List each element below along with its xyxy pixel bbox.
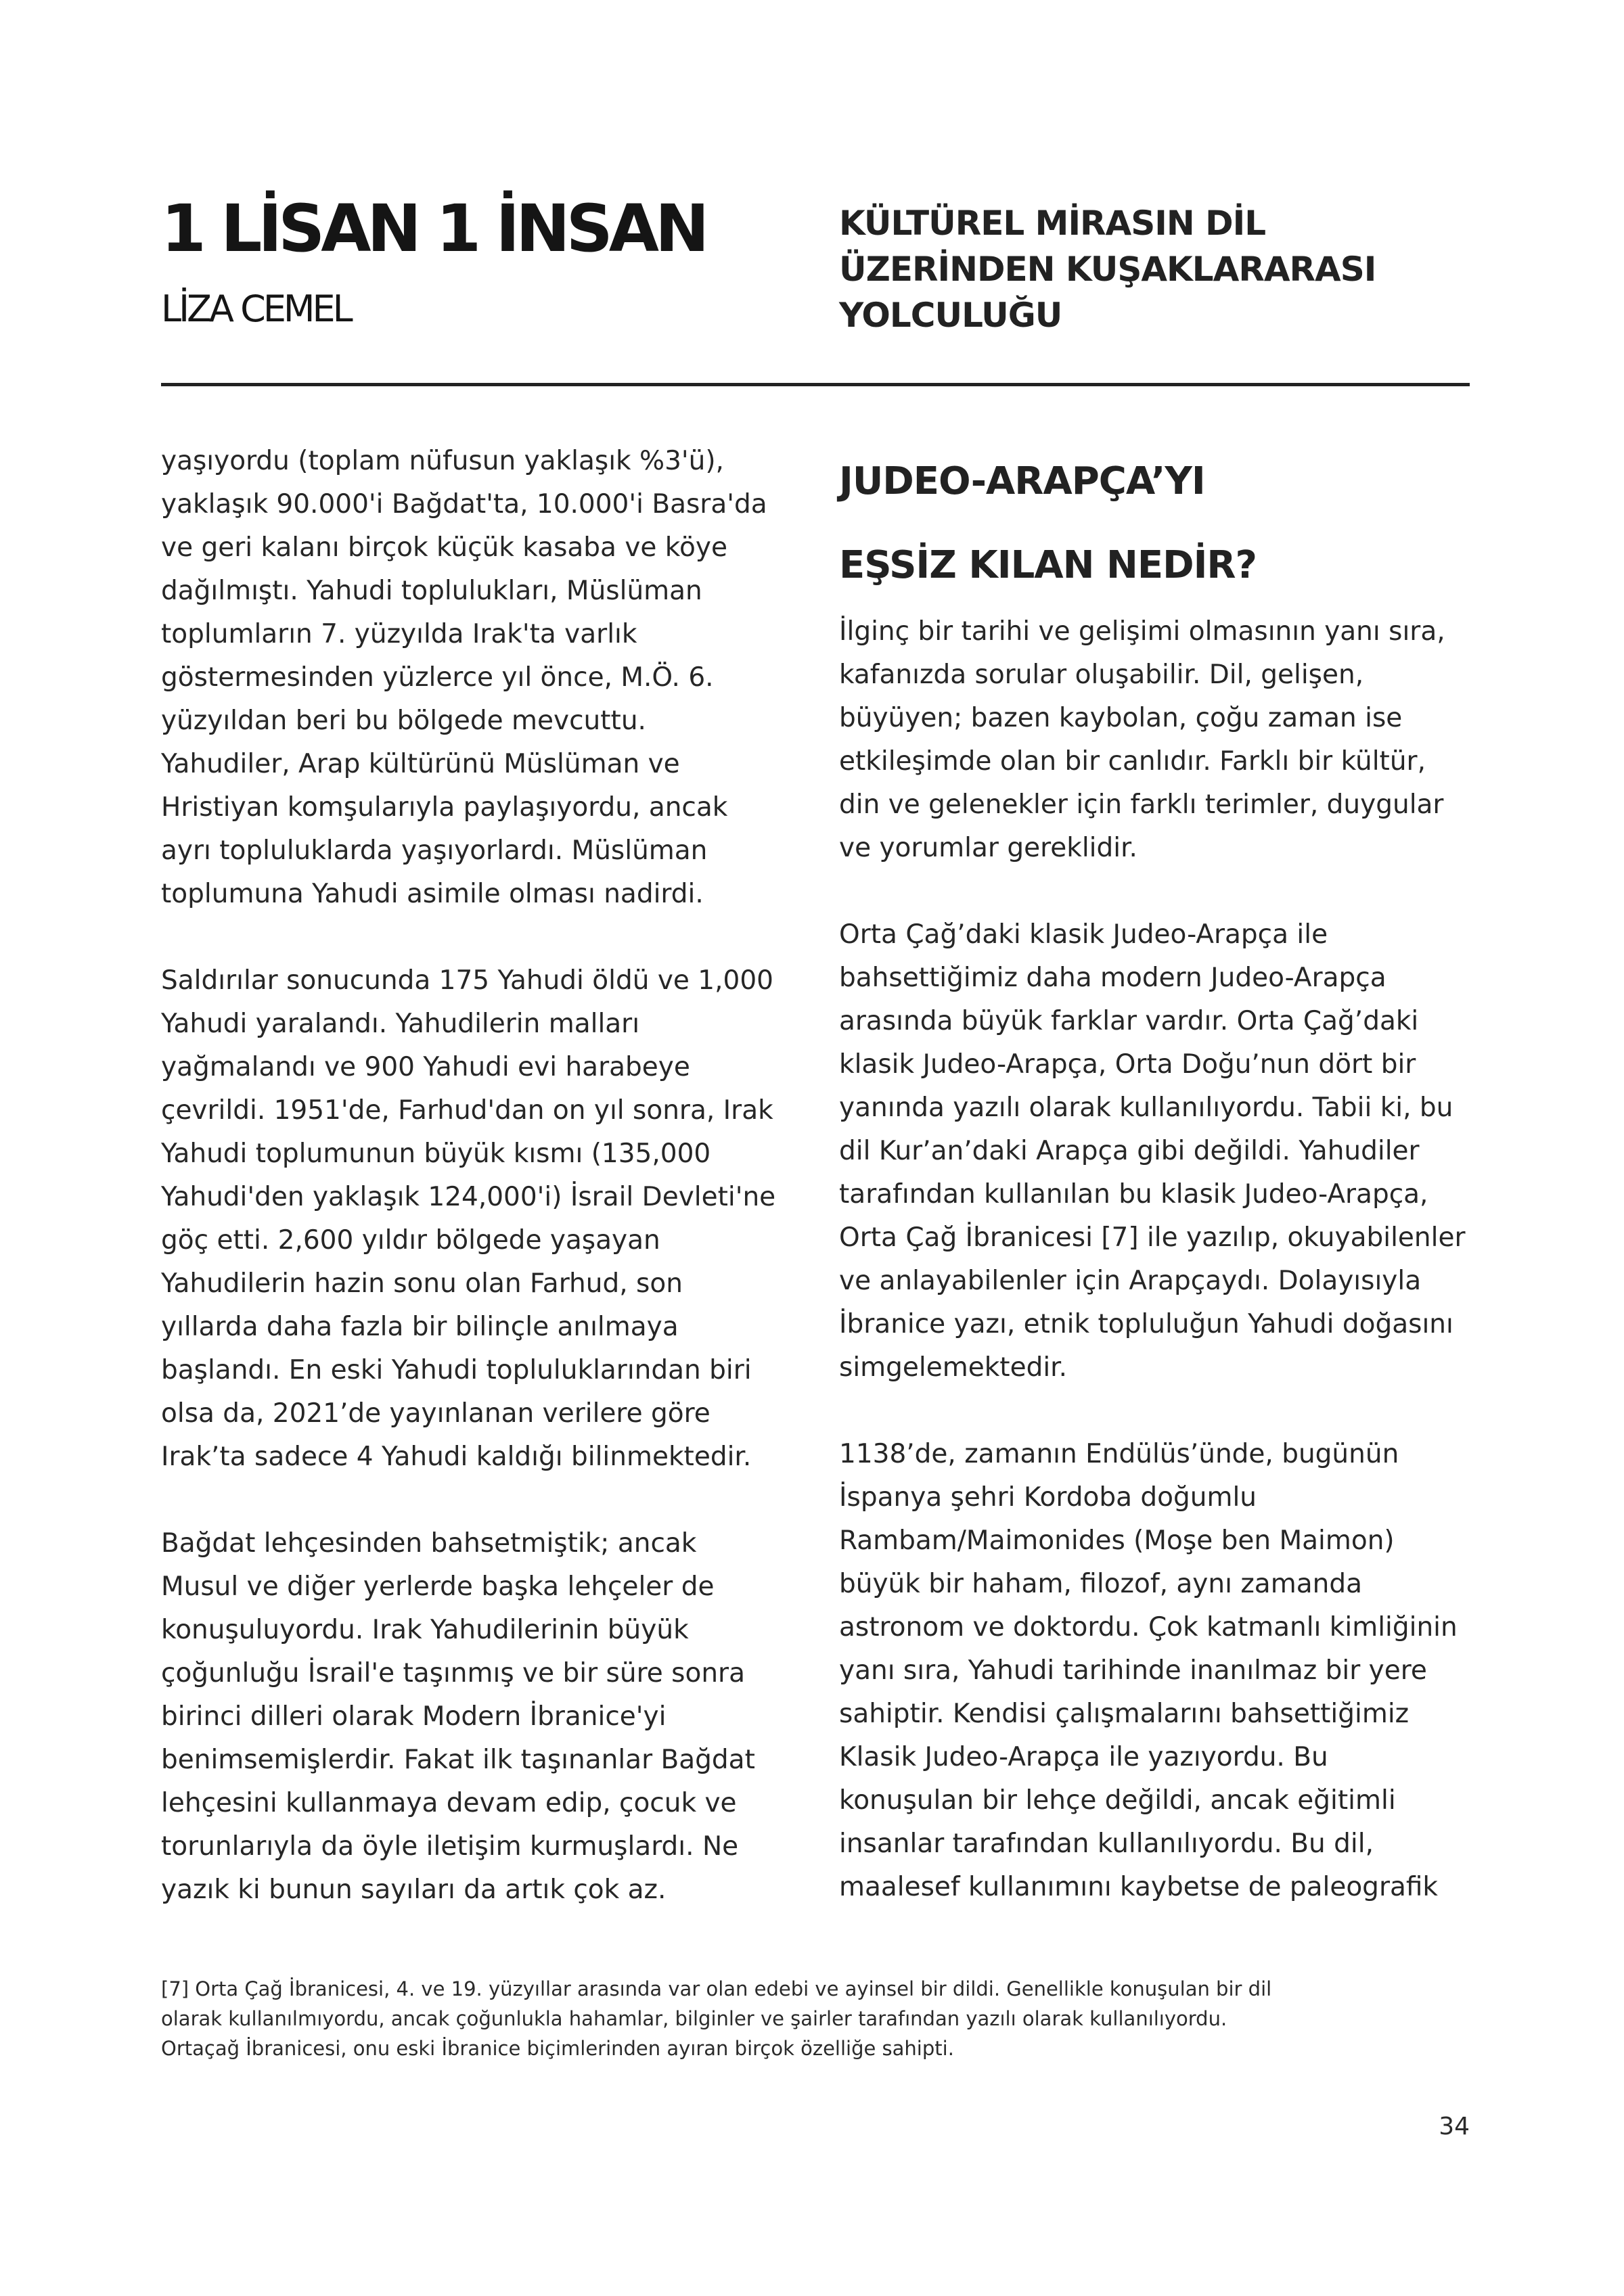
text-line: büyüyen; bazen kaybolan, çoğu zaman ise: [839, 703, 1403, 733]
text-line: Musul ve diğer yerlerde başka lehçeler de: [161, 1571, 715, 1602]
text-line: astronom ve doktordu. Çok katmanlı kimliğinin: [839, 1612, 1458, 1643]
body-paragraph: [839, 1433, 1482, 1909]
text-line: İbranice yazı, etnik topluluğun Yahudi doğasını: [839, 1309, 1453, 1339]
section-heading: [839, 440, 1482, 607]
publication-title: 1 LİSAN 1 İNSAN: [161, 191, 706, 267]
text-line: kafanızda sorular oluşabilir. Dil, gelişen,: [839, 660, 1364, 690]
body-paragraph: [161, 1522, 804, 1912]
text-line: konuşuluyordu. Irak Yahudilerinin büyük: [161, 1615, 689, 1645]
text-line: dağılmıştı. Yahudi toplulukları, Müslüman: [161, 576, 702, 606]
section-heading-line: EŞSİZ KILAN NEDİR?: [839, 543, 1257, 587]
text-line: göstermesinden yüzlerce yıl önce, M.Ö. 6.: [161, 662, 714, 693]
footnote-line: Ortaçağ İbranicesi, onu eski İbranice biçimlerinden ayıran birçok özelliğe sahipti.: [161, 2037, 954, 2060]
right-column: [839, 440, 1482, 1909]
footnote: [161, 1974, 1470, 2063]
text-line: Bağdat lehçesinden bahsetmiştik; ancak: [161, 1528, 697, 1559]
text-line: klasik Judeo-Arapça, Orta Doğu’nun dört bir: [839, 1049, 1416, 1080]
body-paragraph: [839, 610, 1482, 870]
text-line: torunlarıyla da öyle iletişim kurmuşlardı. Ne: [161, 1831, 739, 1862]
text-line: yıllarda daha fazla bir bilinçle anılmaya: [161, 1312, 679, 1342]
text-line: insanlar tarafından kullanılıyordu. Bu dil,: [839, 1829, 1374, 1859]
body-paragraph: [161, 440, 804, 916]
series-title: [839, 200, 1448, 338]
text-line: arasında büyük farklar vardır. Orta Çağ’daki: [839, 1006, 1419, 1036]
text-line: yüzyıldan beri bu bölgede mevcuttu.: [161, 706, 646, 736]
text-line: ve geri kalanı birçok küçük kasaba ve köye: [161, 532, 727, 563]
text-line: Yahudi'den yaklaşık 124,000'i) İsrail Devleti'ne: [161, 1182, 776, 1212]
text-line: tarafından kullanılan bu klasik Judeo-Arapça,: [839, 1179, 1428, 1210]
text-line: başlandı. En eski Yahudi topluluklarından biri: [161, 1355, 752, 1385]
text-line: yaşıyordu (toplam nüfusun yaklaşık %3'ü),: [161, 446, 724, 476]
page-number: 34: [1439, 2113, 1470, 2140]
text-line: İlginç bir tarihi ve gelişimi olmasının yanı sıra,: [839, 616, 1445, 647]
text-line: Klasik Judeo-Arapça ile yazıyordu. Bu: [839, 1742, 1328, 1772]
text-line: din ve gelenekler için farklı terimler, duygular: [839, 789, 1444, 820]
footnote-line: [7] Orta Çağ İbranicesi, 4. ve 19. yüzyıllar arasında var olan edebi ve ayinsel bir dildi. Genellikle konuşulan bir dil: [161, 1977, 1272, 2000]
footnote-line: olarak kullanılmıyordu, ancak çoğunlukla hahamlar, bilginler ve şairler tarafından yazılı olarak kullanılıyordu.: [161, 2007, 1227, 2030]
text-line: Yahudiler, Arap kültürünü Müslüman ve: [161, 749, 680, 779]
text-line: Yahudilerin hazin sonu olan Farhud, son: [161, 1268, 683, 1299]
series-title-line: YOLCULUĞU: [839, 296, 1062, 335]
text-line: dil Kur’an’daki Arapça gibi değildi. Yahudiler: [839, 1136, 1420, 1166]
series-title-line: KÜLTÜREL MİRASIN DİL: [839, 204, 1266, 243]
text-line: yağmalandı ve 900 Yahudi evi harabeye: [161, 1052, 690, 1082]
text-line: İspanya şehri Kordoba doğumlu: [839, 1482, 1257, 1513]
text-line: toplumuna Yahudi asimile olması nadirdi.: [161, 879, 704, 909]
section-heading-line: JUDEO-ARAPÇA’YI: [839, 459, 1205, 503]
text-line: Rambam/Maimonides (Moşe ben Maimon): [839, 1525, 1395, 1556]
text-line: simgelemektedir.: [839, 1352, 1068, 1383]
text-line: çoğunluğu İsrail'e taşınmış ve bir süre sonra: [161, 1658, 745, 1689]
text-line: Orta Çağ İbranicesi [7] ile yazılıp, okuyabilenler: [839, 1222, 1466, 1253]
text-line: maalesef kullanımını kaybetse de paleografik: [839, 1872, 1439, 1902]
text-line: çevrildi. 1951'de, Farhud'dan on yıl sonra, Irak: [161, 1095, 773, 1126]
text-line: ayrı topluluklarda yaşıyorlardı. Müslüman: [161, 835, 708, 866]
text-line: Orta Çağ’daki klasik Judeo-Arapça ile: [839, 919, 1328, 950]
text-line: Yahudi yaralandı. Yahudilerin malları: [161, 1009, 640, 1039]
author-name: LİZA CEMEL: [161, 288, 351, 330]
text-line: toplumların 7. yüzyılda Irak'ta varlık: [161, 619, 637, 649]
text-line: Irak’ta sadece 4 Yahudi kaldığı bilinmektedir.: [161, 1442, 752, 1472]
text-line: Saldırılar sonucunda 175 Yahudi öldü ve 1,000: [161, 965, 773, 996]
series-title-line: ÜZERİNDEN KUŞAKLARARASI: [839, 250, 1376, 289]
text-line: yanında yazılı olarak kullanılıyordu. Tabii ki, bu: [839, 1093, 1453, 1123]
text-line: yaklaşık 90.000'i Bağdat'ta, 10.000'i Basra'da: [161, 489, 767, 520]
text-line: Hristiyan komşularıyla paylaşıyordu, ancak: [161, 792, 728, 823]
text-line: benimsemişlerdir. Fakat ilk taşınanlar Bağdat: [161, 1745, 755, 1775]
text-line: konuşulan bir lehçe değildi, ancak eğitimli: [839, 1785, 1396, 1816]
text-line: yazık ki bunun sayıları da artık çok az.: [161, 1875, 667, 1905]
text-line: sahiptir. Kendisi çalışmalarını bahsettiğimiz: [839, 1699, 1409, 1729]
text-line: olsa da, 2021’de yayınlanan verilere göre: [161, 1398, 710, 1429]
text-line: ve anlayabilenler için Arapçaydı. Dolayısıyla: [839, 1266, 1422, 1296]
left-column: [161, 440, 804, 1912]
text-line: etkileşimde olan bir canlıdır. Farklı bir kültür,: [839, 746, 1426, 777]
text-line: birinci dilleri olarak Modern İbranice'yi: [161, 1701, 667, 1732]
body-paragraph: [839, 913, 1482, 1390]
text-line: ve yorumlar gereklidir.: [839, 833, 1137, 863]
text-line: Yahudi toplumunun büyük kısmı (135,000: [161, 1139, 711, 1169]
header-divider: [161, 383, 1470, 386]
text-line: göç etti. 2,600 yıldır bölgede yaşayan: [161, 1225, 660, 1256]
text-line: büyük bir haham, filozof, aynı zamanda: [839, 1569, 1362, 1599]
text-line: lehçesini kullanmaya devam edip, çocuk ve: [161, 1788, 737, 1818]
text-line: yanı sıra, Yahudi tarihinde inanılmaz bir yere: [839, 1655, 1427, 1686]
text-line: bahsettiğimiz daha modern Judeo-Arapça: [839, 963, 1386, 993]
text-line: 1138’de, zamanın Endülüs’ünde, bugünün: [839, 1439, 1399, 1469]
body-paragraph: [161, 959, 804, 1479]
